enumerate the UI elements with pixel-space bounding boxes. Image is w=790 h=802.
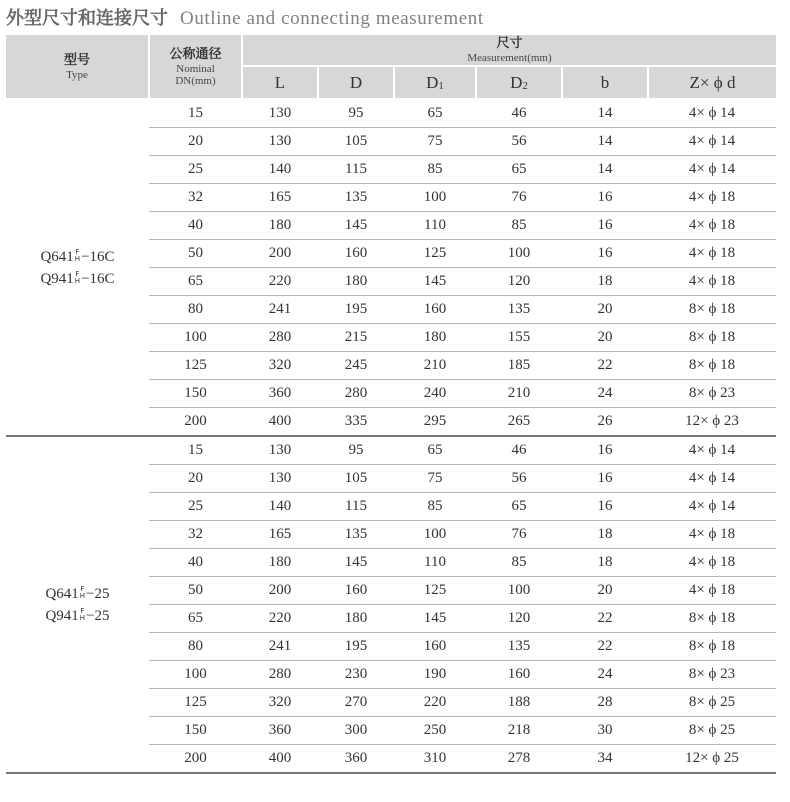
cell-d1: 190 <box>394 661 476 689</box>
cell-dn: 200 <box>149 745 242 774</box>
cell-dn: 15 <box>149 436 242 465</box>
header-dn-en1: Nominal <box>176 62 215 75</box>
cell-b: 26 <box>562 408 648 437</box>
cell-d: 180 <box>318 605 394 633</box>
header-col-D1-sub: 1 <box>438 79 444 92</box>
cell-dn: 32 <box>149 184 242 212</box>
model-cell <box>6 99 149 436</box>
cell-b: 14 <box>562 99 648 128</box>
cell-dn: 150 <box>149 717 242 745</box>
cell-l: 220 <box>242 268 318 296</box>
cell-b: 16 <box>562 240 648 268</box>
cell-d: 195 <box>318 633 394 661</box>
cell-l: 241 <box>242 296 318 324</box>
model-suffix: −16C <box>81 248 115 265</box>
cell-d: 145 <box>318 549 394 577</box>
cell-d: 135 <box>318 521 394 549</box>
cell-l: 180 <box>242 549 318 577</box>
cell-l: 220 <box>242 605 318 633</box>
model-prefix: Q941 <box>40 270 74 287</box>
cell-d2: 56 <box>476 128 562 156</box>
cell-d2: 76 <box>476 521 562 549</box>
cell-d2: 155 <box>476 324 562 352</box>
cell-d2: 188 <box>476 689 562 717</box>
title-english: Outline and connecting measurement <box>180 8 484 29</box>
model-suffix: −25 <box>86 585 110 602</box>
cell-zd: 8× ϕ 23 <box>648 380 776 408</box>
cell-l: 130 <box>242 436 318 465</box>
cell-zd: 4× ϕ 18 <box>648 240 776 268</box>
model-suffix: −16C <box>81 270 115 287</box>
cell-d: 115 <box>318 156 394 184</box>
cell-d2: 210 <box>476 380 562 408</box>
model-prefix: Q941 <box>45 607 79 624</box>
cell-d1: 210 <box>394 352 476 380</box>
cell-d1: 85 <box>394 156 476 184</box>
cell-b: 16 <box>562 212 648 240</box>
table-row <box>6 436 776 465</box>
cell-l: 200 <box>242 577 318 605</box>
cell-dn: 40 <box>149 212 242 240</box>
model-name <box>6 605 149 627</box>
cell-zd: 4× ϕ 18 <box>648 521 776 549</box>
cell-d1: 160 <box>394 633 476 661</box>
header-col-b: b <box>562 66 648 99</box>
model-variant-bottom: H <box>74 255 81 264</box>
cell-l: 165 <box>242 521 318 549</box>
header-col-D2-main: D <box>510 72 523 92</box>
cell-zd: 4× ϕ 14 <box>648 493 776 521</box>
header-col-D2-sub: 2 <box>522 79 528 92</box>
cell-d1: 110 <box>394 549 476 577</box>
cell-b: 16 <box>562 493 648 521</box>
cell-b: 30 <box>562 717 648 745</box>
cell-d: 180 <box>318 268 394 296</box>
model-variant-stack <box>75 271 80 285</box>
cell-l: 180 <box>242 212 318 240</box>
header-measurement <box>242 35 776 66</box>
cell-dn: 80 <box>149 633 242 661</box>
cell-zd: 4× ϕ 14 <box>648 128 776 156</box>
cell-d: 280 <box>318 380 394 408</box>
model-variant-bottom: H <box>74 277 81 286</box>
header-type <box>6 35 149 99</box>
header-col-D1-main: D <box>426 72 439 92</box>
cell-l: 360 <box>242 380 318 408</box>
cell-l: 320 <box>242 352 318 380</box>
cell-dn: 20 <box>149 128 242 156</box>
cell-d: 105 <box>318 465 394 493</box>
cell-dn: 125 <box>149 689 242 717</box>
cell-zd: 4× ϕ 14 <box>648 465 776 493</box>
cell-d: 300 <box>318 717 394 745</box>
model-prefix: Q641 <box>40 248 74 265</box>
cell-dn: 200 <box>149 408 242 437</box>
cell-d1: 75 <box>394 465 476 493</box>
header-meas-en: Measurement(mm) <box>467 52 552 64</box>
cell-b: 28 <box>562 689 648 717</box>
cell-dn: 65 <box>149 268 242 296</box>
cell-zd: 4× ϕ 14 <box>648 156 776 184</box>
cell-d: 195 <box>318 296 394 324</box>
cell-zd: 8× ϕ 18 <box>648 605 776 633</box>
cell-l: 130 <box>242 465 318 493</box>
cell-l: 400 <box>242 745 318 774</box>
cell-zd: 4× ϕ 18 <box>648 577 776 605</box>
cell-d1: 160 <box>394 296 476 324</box>
table-body <box>6 99 776 773</box>
cell-dn: 40 <box>149 549 242 577</box>
cell-d: 245 <box>318 352 394 380</box>
cell-dn: 80 <box>149 296 242 324</box>
model-name <box>6 583 149 605</box>
model-name <box>6 268 149 290</box>
cell-dn: 25 <box>149 493 242 521</box>
cell-b: 22 <box>562 633 648 661</box>
cell-b: 20 <box>562 577 648 605</box>
cell-d1: 310 <box>394 745 476 774</box>
measurement-table <box>6 35 776 774</box>
title-chinese: 外型尺寸和连接尺寸 <box>6 8 168 29</box>
header-col-D: D <box>318 66 394 99</box>
cell-b: 34 <box>562 745 648 774</box>
cell-dn: 25 <box>149 156 242 184</box>
cell-b: 24 <box>562 661 648 689</box>
cell-d: 335 <box>318 408 394 437</box>
cell-zd: 8× ϕ 18 <box>648 633 776 661</box>
cell-d2: 135 <box>476 633 562 661</box>
header-col-D1 <box>394 66 476 99</box>
cell-d: 160 <box>318 577 394 605</box>
cell-d2: 120 <box>476 605 562 633</box>
cell-b: 16 <box>562 465 648 493</box>
cell-d2: 85 <box>476 212 562 240</box>
cell-d1: 110 <box>394 212 476 240</box>
cell-d2: 135 <box>476 296 562 324</box>
cell-d1: 220 <box>394 689 476 717</box>
cell-l: 360 <box>242 717 318 745</box>
cell-l: 200 <box>242 240 318 268</box>
cell-d2: 100 <box>476 577 562 605</box>
cell-dn: 50 <box>149 577 242 605</box>
cell-d1: 145 <box>394 268 476 296</box>
cell-l: 280 <box>242 324 318 352</box>
cell-dn: 20 <box>149 465 242 493</box>
cell-zd: 4× ϕ 14 <box>648 99 776 128</box>
cell-zd: 8× ϕ 23 <box>648 661 776 689</box>
cell-d2: 46 <box>476 436 562 465</box>
cell-b: 18 <box>562 549 648 577</box>
cell-b: 14 <box>562 128 648 156</box>
cell-dn: 65 <box>149 605 242 633</box>
cell-dn: 125 <box>149 352 242 380</box>
cell-zd: 4× ϕ 14 <box>648 436 776 465</box>
cell-zd: 4× ϕ 18 <box>648 549 776 577</box>
cell-l: 130 <box>242 128 318 156</box>
model-variant-top: F <box>75 270 80 279</box>
cell-d2: 278 <box>476 745 562 774</box>
model-variant-bottom: H <box>79 592 86 601</box>
cell-zd: 4× ϕ 18 <box>648 212 776 240</box>
cell-zd: 8× ϕ 25 <box>648 689 776 717</box>
cell-zd: 4× ϕ 18 <box>648 268 776 296</box>
cell-d2: 218 <box>476 717 562 745</box>
model-name <box>6 246 149 268</box>
cell-zd: 8× ϕ 18 <box>648 324 776 352</box>
cell-b: 16 <box>562 436 648 465</box>
header-dn-en2: DN(mm) <box>175 74 216 87</box>
cell-l: 130 <box>242 99 318 128</box>
model-variant-stack <box>75 249 80 263</box>
header-type-en: Type <box>66 68 88 81</box>
model-variant-stack <box>80 586 85 600</box>
model-variant-top: F <box>80 607 85 616</box>
cell-d: 215 <box>318 324 394 352</box>
cell-d2: 265 <box>476 408 562 437</box>
cell-zd: 8× ϕ 18 <box>648 352 776 380</box>
cell-d: 145 <box>318 212 394 240</box>
cell-d2: 65 <box>476 493 562 521</box>
model-variant-top: F <box>75 248 80 257</box>
header-dn-cn: 公称通径 <box>169 46 222 62</box>
header-col-zd: Z× ϕ d <box>648 66 776 99</box>
cell-dn: 100 <box>149 661 242 689</box>
cell-d: 160 <box>318 240 394 268</box>
cell-d1: 65 <box>394 99 476 128</box>
cell-d: 95 <box>318 99 394 128</box>
cell-d1: 145 <box>394 605 476 633</box>
cell-d1: 65 <box>394 436 476 465</box>
cell-d2: 65 <box>476 156 562 184</box>
cell-d1: 125 <box>394 240 476 268</box>
cell-l: 140 <box>242 493 318 521</box>
cell-zd: 4× ϕ 18 <box>648 184 776 212</box>
cell-d1: 180 <box>394 324 476 352</box>
cell-d: 115 <box>318 493 394 521</box>
cell-d: 270 <box>318 689 394 717</box>
cell-d1: 295 <box>394 408 476 437</box>
cell-d: 95 <box>318 436 394 465</box>
cell-d: 230 <box>318 661 394 689</box>
model-variant-top: F <box>80 585 85 594</box>
cell-d2: 120 <box>476 268 562 296</box>
cell-zd: 8× ϕ 18 <box>648 296 776 324</box>
page-title <box>6 4 484 30</box>
cell-b: 16 <box>562 184 648 212</box>
cell-zd: 12× ϕ 25 <box>648 745 776 774</box>
cell-d2: 160 <box>476 661 562 689</box>
cell-d2: 56 <box>476 465 562 493</box>
header-nominal-dn <box>149 35 242 99</box>
header-meas-cn: 尺寸 <box>496 36 523 51</box>
cell-d1: 250 <box>394 717 476 745</box>
cell-dn: 100 <box>149 324 242 352</box>
cell-b: 22 <box>562 605 648 633</box>
cell-d: 360 <box>318 745 394 774</box>
cell-b: 14 <box>562 156 648 184</box>
cell-d: 105 <box>318 128 394 156</box>
cell-b: 22 <box>562 352 648 380</box>
cell-b: 20 <box>562 296 648 324</box>
model-cell <box>6 436 149 773</box>
cell-dn: 15 <box>149 99 242 128</box>
cell-zd: 8× ϕ 25 <box>648 717 776 745</box>
cell-b: 18 <box>562 521 648 549</box>
cell-l: 241 <box>242 633 318 661</box>
cell-l: 320 <box>242 689 318 717</box>
table-row <box>6 99 776 128</box>
cell-d2: 100 <box>476 240 562 268</box>
cell-d2: 76 <box>476 184 562 212</box>
cell-l: 400 <box>242 408 318 437</box>
cell-dn: 50 <box>149 240 242 268</box>
cell-d1: 75 <box>394 128 476 156</box>
cell-l: 280 <box>242 661 318 689</box>
model-variant-stack <box>80 608 85 622</box>
cell-d1: 125 <box>394 577 476 605</box>
header-col-D2 <box>476 66 562 99</box>
model-suffix: −25 <box>86 607 110 624</box>
cell-b: 20 <box>562 324 648 352</box>
cell-l: 165 <box>242 184 318 212</box>
cell-d2: 46 <box>476 99 562 128</box>
cell-dn: 32 <box>149 521 242 549</box>
cell-dn: 150 <box>149 380 242 408</box>
cell-d1: 100 <box>394 521 476 549</box>
cell-d2: 185 <box>476 352 562 380</box>
cell-b: 24 <box>562 380 648 408</box>
cell-d2: 85 <box>476 549 562 577</box>
table-header <box>6 35 776 99</box>
cell-d1: 240 <box>394 380 476 408</box>
header-col-L: L <box>242 66 318 99</box>
cell-d1: 100 <box>394 184 476 212</box>
cell-l: 140 <box>242 156 318 184</box>
cell-d1: 85 <box>394 493 476 521</box>
cell-zd: 12× ϕ 23 <box>648 408 776 437</box>
header-type-cn: 型号 <box>63 52 90 68</box>
model-variant-bottom: H <box>79 614 86 623</box>
cell-b: 18 <box>562 268 648 296</box>
model-prefix: Q641 <box>45 585 79 602</box>
cell-d: 135 <box>318 184 394 212</box>
